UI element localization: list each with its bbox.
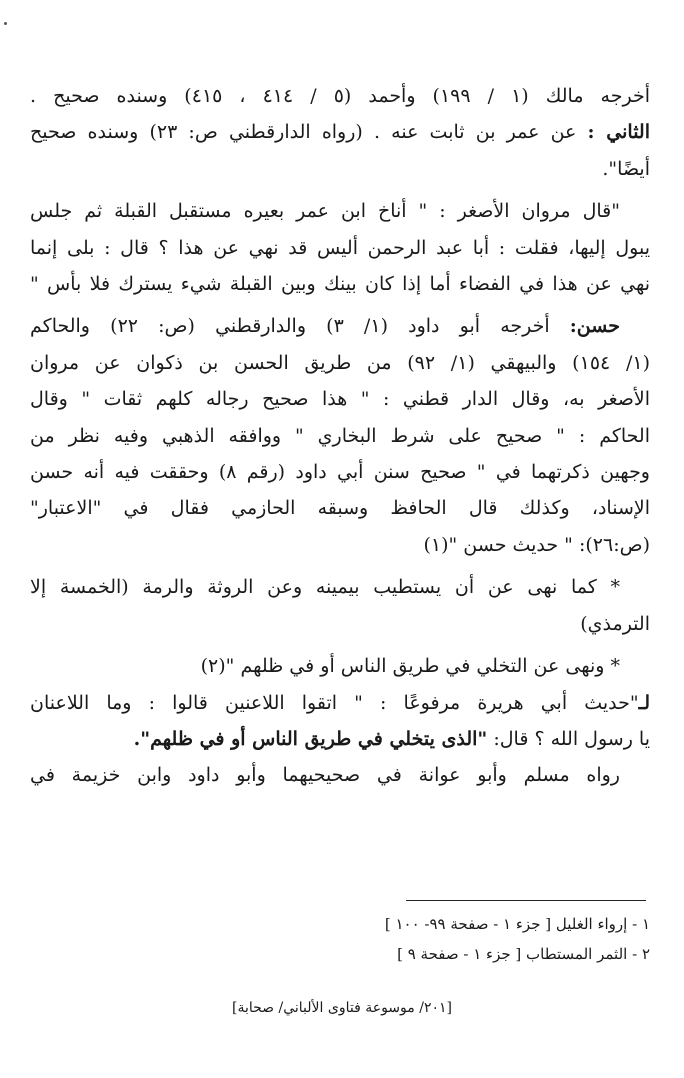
- text-line: الإسناد، وكذلك قال الحافظ وسبقه الحازمي فقال في "الاعتبار": [30, 497, 650, 520]
- text-line: يبول إليها، فقلت : أبا عبد الرحمن أليس قد نهي عن هذا ؟ قال : بلى إنما: [30, 236, 650, 259]
- text-line: "قال مروان الأصغر : " أناخ ابن عمر بعيره مستقبل القبلة ثم جلس: [30, 200, 620, 223]
- bold-quote: "الذى يتخلي في طريق الناس أو في ظلهم".: [133, 727, 488, 750]
- text-line: (ص:٢٦): " حديث حسن "(١): [423, 533, 650, 556]
- text-line: لـ"حديث أبي هريرة مرفوعًا : " اتقوا اللاعنين قالوا : وما اللاعنان: [30, 691, 650, 714]
- text-line: * كما نهى عن أن يستطيب بيمينه وعن الروثة والرمة (الخمسة إلا: [30, 576, 620, 599]
- scan-dot: [4, 22, 7, 25]
- text-line: الترمذي): [580, 612, 650, 635]
- text-line: حسن: أخرجه أبو داود (١/ ٣) والدارقطني (ص: ٢٢) والحاكم: [30, 315, 620, 338]
- text-line: نهي عن هذا في الفضاء أما إذا كان بينك وبين القبلة شيء يسترك فلا بأس ": [30, 273, 650, 296]
- body-text: [30, 78, 650, 794]
- label-second: الثاني :: [587, 121, 650, 144]
- footnote-1: ١ - إرواء الغليل [ جزء ١ - صفحة ٩٩- ١٠٠ ]: [384, 915, 650, 933]
- footnote-2: ٢ - الثمر المستطاب [ جزء ١ - صفحة ٩ ]: [397, 945, 650, 963]
- text-line: الحاكم : " صحيح على شرط البخاري " ووافقه الذهبي وفيه نظر من: [30, 424, 650, 447]
- text-line: وجهين ذكرتهما في " صحيح سنن أبي داود (رقم ٨) وحققت فيه أنه حسن: [30, 461, 650, 484]
- text-line: أيضًا".: [602, 157, 650, 180]
- text-line: يا رسول الله ؟ قال: "الذى يتخلي في طريق الناس أو في ظلهم".: [133, 727, 650, 750]
- text-line: رواه مسلم وأبو عوانة في صحيحيهما وأبو داود وابن خزيمة في: [30, 764, 620, 787]
- label-hasan: حسن:: [569, 315, 620, 338]
- text-line: * ونهى عن التخلي في طريق الناس أو في ظلهم "(٢): [200, 655, 620, 678]
- page-footer: [٢٠١/ موسوعة فتاوى الألباني/ صحابة]: [232, 1000, 452, 1016]
- text-line: الثاني : عن عمر بن ثابت عنه . (رواه الدارقطني ص: ٢٣) وسنده صحيح: [30, 121, 650, 144]
- footnote-divider: [406, 900, 646, 901]
- text-line: أخرجه مالك (١ / ١٩٩) وأحمد (٥ / ٤١٤ ، ٤١٥) وسنده صحيح .: [30, 85, 650, 107]
- text-line: (١/ ١٥٤) والبيهقي (١/ ٩٢) من طريق الحسن بن ذكوان عن مروان: [30, 351, 650, 374]
- text-line: الأصغر به، وقال الدار قطني : " هذا صحيح رجاله كلهم ثقات " وقال: [30, 388, 650, 411]
- label-li: لـ: [638, 691, 650, 714]
